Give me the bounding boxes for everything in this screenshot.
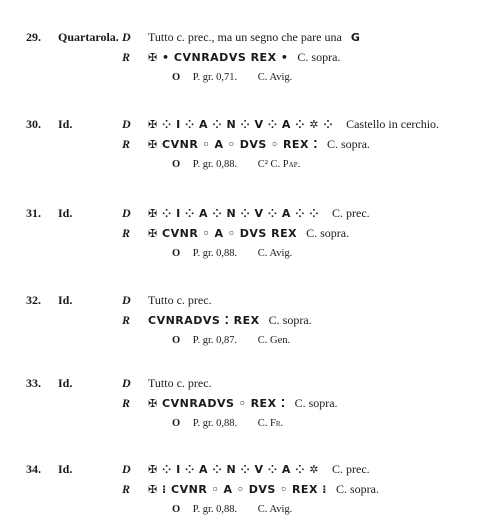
coin-meta — [172, 72, 292, 83]
metal-mark: O — [172, 504, 181, 515]
obverse-line — [148, 462, 370, 477]
obverse-text: Tutto c. prec. — [148, 293, 212, 307]
catalog-entry-31 — [0, 206, 482, 276]
weight: P. gr. 0,88. — [192, 504, 238, 515]
reverse-desc: C. sopra. — [306, 226, 350, 240]
metal-mark: O — [172, 418, 181, 429]
obverse-line — [148, 206, 370, 221]
collection: C. Avig. — [257, 72, 293, 83]
reverse-marker: R — [122, 396, 131, 410]
reverse-line — [148, 226, 349, 241]
reverse-legend: ✠ ⁝ CVNR ◦ A ◦ DVS ◦ REX ⁝ — [148, 483, 327, 496]
obverse-line — [148, 117, 439, 132]
weight: P. gr. 0,88. — [192, 159, 238, 170]
catalog-entry-29 — [0, 30, 482, 100]
catalog-entry-34 — [0, 462, 482, 532]
coin-name: Id. — [58, 206, 73, 220]
obverse-line — [148, 30, 360, 45]
obverse-legend: ✠ ⁘ I ⁘ A ⁘ N ⁘ V ⁘ A ⁘ ⁘ — [148, 207, 320, 220]
obverse-marker: D — [122, 30, 131, 44]
obverse-text: Tutto c. prec., ma un segno che pare una — [148, 30, 342, 44]
weight: P. gr. 0,88. — [192, 248, 238, 259]
reverse-desc: C. sopra. — [268, 313, 312, 327]
obverse-text: Tutto c. prec. — [148, 376, 212, 390]
reverse-marker: R — [122, 313, 131, 327]
reverse-marker: R — [122, 137, 131, 151]
reverse-desc: C. sopra. — [326, 137, 370, 151]
entry-number: 33. — [26, 376, 41, 390]
reverse-marker: R — [122, 50, 131, 64]
reverse-desc: C. sopra. — [335, 482, 379, 496]
coin-name: Id. — [58, 376, 73, 390]
entry-number: 34. — [26, 462, 41, 476]
catalog-entry-32 — [0, 293, 482, 363]
coin-meta — [172, 335, 290, 346]
catalog-entry-30 — [0, 117, 482, 187]
reverse-legend: CVNRADVS ⁚ REX — [148, 314, 260, 327]
weight: P. gr. 0,71. — [192, 72, 238, 83]
collection: C. Gen. — [257, 335, 291, 346]
coin-meta — [172, 504, 292, 515]
obverse-marker: D — [122, 293, 131, 307]
reverse-marker: R — [122, 482, 131, 496]
reverse-line — [148, 482, 379, 497]
obverse-marker: D — [122, 206, 131, 220]
entry-number: 29. — [26, 30, 41, 44]
obverse-legend: ✠ ⁘ I ⁘ A ⁘ N ⁘ V ⁘ A ⁘ ✲ — [148, 463, 320, 476]
metal-mark: O — [172, 335, 181, 346]
collection: C. Fr. — [257, 418, 284, 429]
obverse-extra-letter: G — [350, 31, 361, 44]
coin-meta — [172, 248, 292, 259]
obverse-desc: C. prec. — [332, 206, 370, 220]
reverse-marker: R — [122, 226, 131, 240]
weight: P. gr. 0,87. — [192, 335, 238, 346]
entry-number: 32. — [26, 293, 41, 307]
reverse-desc: C. sopra. — [294, 396, 338, 410]
collection: C² C. Pap. — [257, 159, 301, 170]
metal-mark: O — [172, 72, 181, 83]
coin-meta — [172, 418, 283, 429]
coin-name: Quartarola. — [58, 30, 119, 44]
collection: C. Avig. — [257, 248, 293, 259]
obverse-desc: Castello in cerchio. — [346, 117, 440, 131]
weight: P. gr. 0,88. — [192, 418, 238, 429]
reverse-line — [148, 396, 338, 411]
obverse-marker: D — [122, 462, 131, 476]
reverse-legend: ✠ CVNRADVS ◦ REX ⁚ — [148, 397, 286, 410]
coin-meta — [172, 159, 300, 170]
obverse-legend: ✠ ⁘ I ⁘ A ⁘ N ⁘ V ⁘ A ⁘ ✲ ⁘ — [148, 118, 334, 131]
entry-number: 30. — [26, 117, 41, 131]
metal-mark: O — [172, 248, 181, 259]
reverse-legend: ✠ CVNR ◦ A ◦ DVS REX — [148, 227, 298, 240]
obverse-marker: D — [122, 117, 131, 131]
obverse-desc: C. prec. — [332, 462, 370, 476]
coin-name: Id. — [58, 293, 73, 307]
obverse-line — [148, 293, 212, 308]
reverse-line — [148, 137, 370, 152]
collection: C. Avig. — [257, 504, 293, 515]
coin-name: Id. — [58, 462, 73, 476]
reverse-legend: ✠ • CVNRADVS REX • — [148, 51, 289, 64]
entry-number: 31. — [26, 206, 41, 220]
coin-name: Id. — [58, 117, 73, 131]
catalog-entry-33 — [0, 376, 482, 446]
reverse-line — [148, 50, 340, 65]
reverse-legend: ✠ CVNR ◦ A ◦ DVS ◦ REX ⁚ — [148, 138, 318, 151]
reverse-line — [148, 313, 312, 328]
obverse-marker: D — [122, 376, 131, 390]
metal-mark: O — [172, 159, 181, 170]
obverse-line — [148, 376, 212, 391]
reverse-desc: C. sopra. — [297, 50, 341, 64]
